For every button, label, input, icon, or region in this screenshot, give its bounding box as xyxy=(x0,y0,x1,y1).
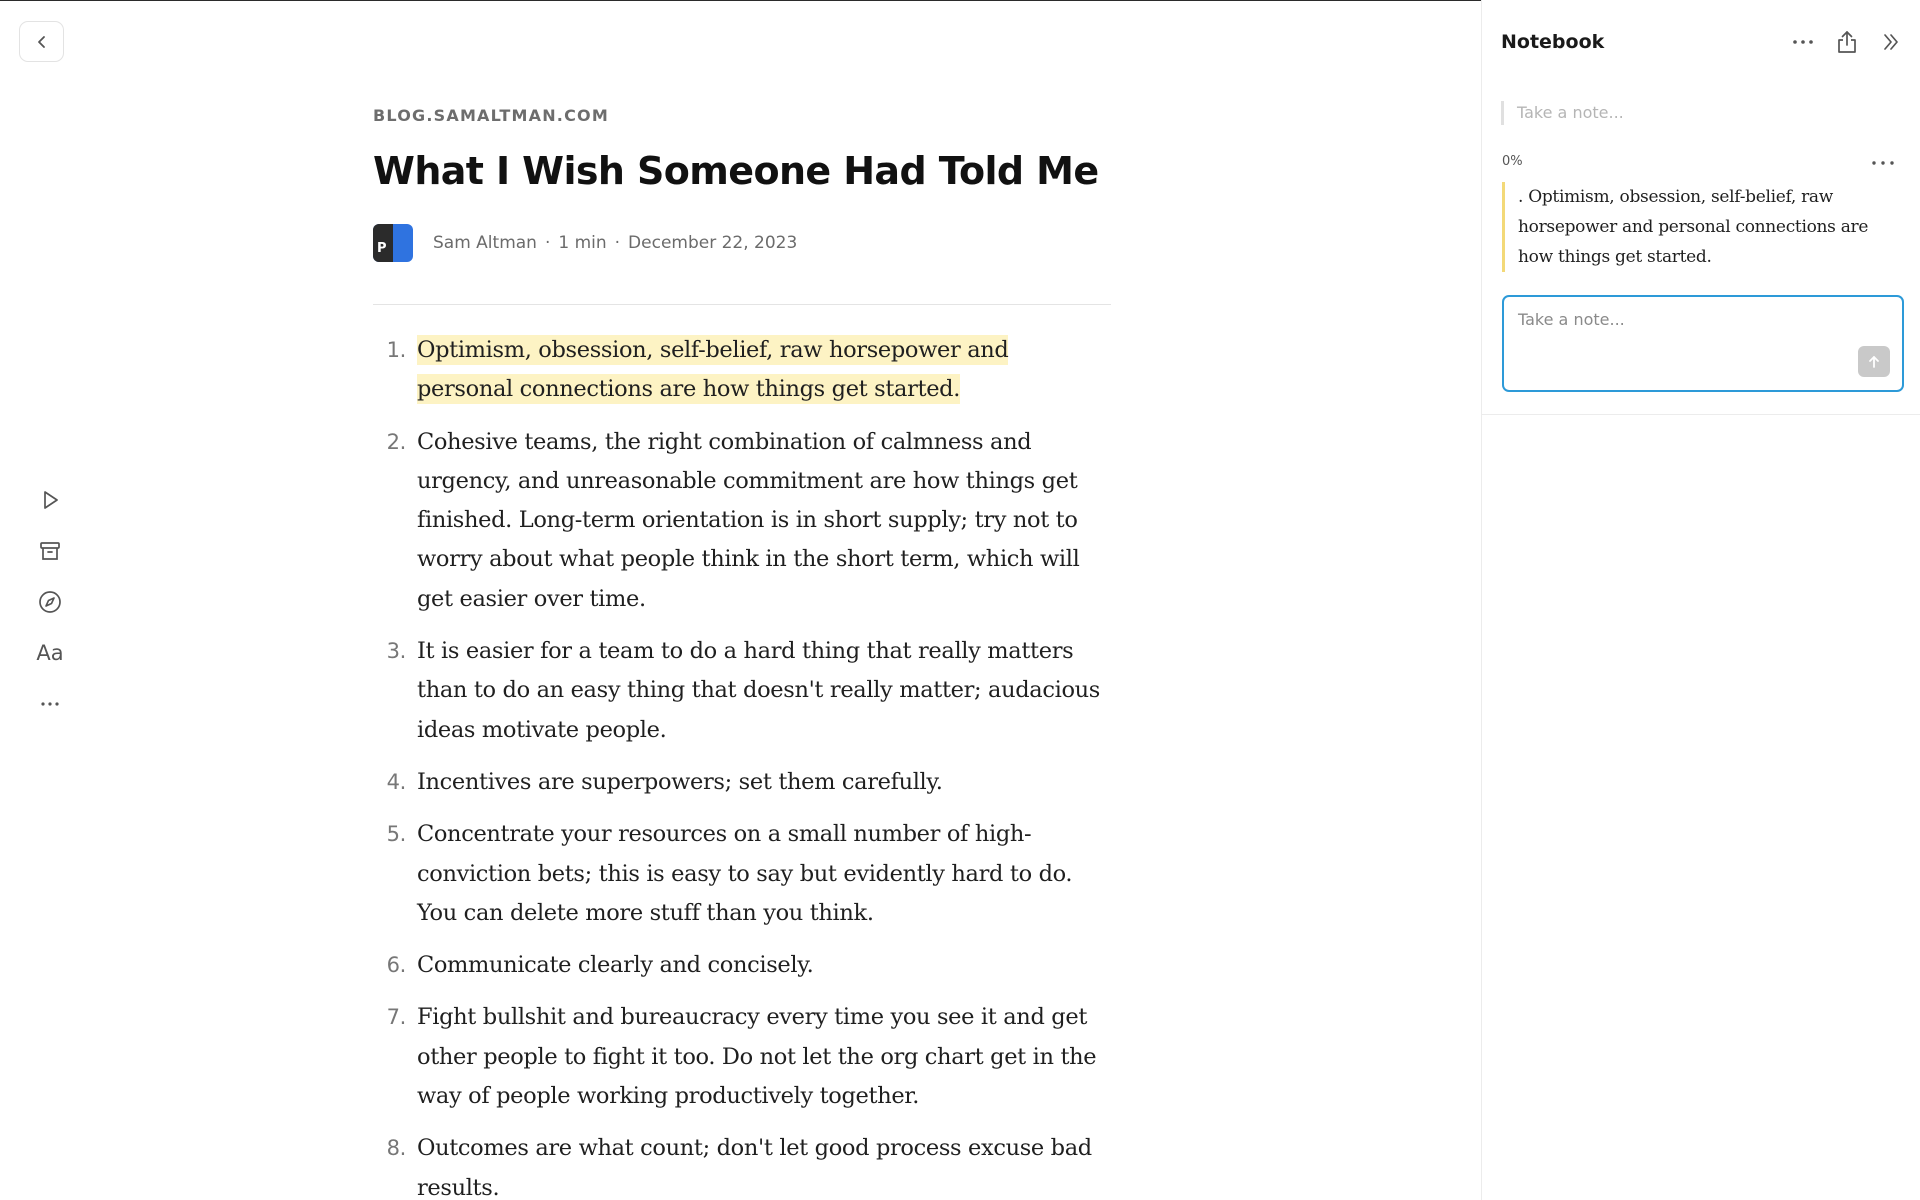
list-item xyxy=(373,763,1111,802)
list-number: 7. xyxy=(386,1005,406,1030)
explore-button[interactable] xyxy=(28,580,72,624)
header-divider xyxy=(373,304,1111,305)
list-item xyxy=(373,815,1111,933)
list-number: 5. xyxy=(386,822,406,847)
list-number: 4. xyxy=(386,769,406,794)
compass-icon xyxy=(37,589,63,615)
list-item xyxy=(373,946,1111,985)
article-title: What I Wish Someone Had Told Me xyxy=(373,149,1099,193)
notebook-divider xyxy=(1482,414,1920,415)
back-button[interactable] xyxy=(19,21,64,62)
note-quote[interactable]: . Optimism, obsession, self-belief, raw horsepower and personal connections are how things get started. xyxy=(1502,182,1904,272)
list-text[interactable]: Fight bullshit and bureaucracy every time you see it and get other people to fight it too. Do not let the org chart get in the way of people working productively together. xyxy=(417,1004,1097,1110)
article-date: December 22, 2023 xyxy=(628,233,798,253)
more-icon xyxy=(38,692,62,716)
list-text[interactable]: Outcomes are what count; don't let good process excuse bad results. xyxy=(417,1135,1092,1200)
meta-separator: · xyxy=(614,233,621,253)
list-item xyxy=(373,331,1111,410)
notebook-panel xyxy=(1481,0,1920,1200)
list-item xyxy=(373,1129,1111,1200)
list-number: 6. xyxy=(386,953,406,978)
list-text[interactable]: Cohesive teams, the right combination of calmness and urgency, and unreasonable commitment are how things get finished. Long-term orientation is in short supply; try not to worry about what people think in the short term, which will get easier over time. xyxy=(417,428,1080,612)
more-icon xyxy=(1790,29,1816,55)
more-button[interactable] xyxy=(28,682,72,726)
highlighted-text[interactable]: Optimism, obsession, self-belief, raw horsepower and personal connections are how things get started. xyxy=(417,337,1009,403)
more-icon xyxy=(1870,158,1896,168)
article-author: Sam Altman xyxy=(433,233,537,253)
article-meta xyxy=(373,224,1111,262)
list-number: 2. xyxy=(386,429,406,454)
archive-icon xyxy=(38,539,62,563)
article-read-time: 1 min xyxy=(558,233,607,253)
list-item xyxy=(373,423,1111,619)
archive-button[interactable] xyxy=(28,529,72,573)
note-send-button[interactable] xyxy=(1858,346,1890,377)
article xyxy=(373,106,1111,1200)
list-text[interactable]: Concentrate your resources on a small number of high-conviction bets; this is easy to say but evidently hard to do. You can delete more stuff than you think. xyxy=(417,821,1073,926)
article-source[interactable]: BLOG.SAMALTMAN.COM xyxy=(373,106,609,125)
play-button[interactable] xyxy=(28,478,72,522)
list-number: 8. xyxy=(386,1136,406,1161)
chevron-left-icon xyxy=(34,34,50,50)
notebook-header xyxy=(1501,30,1906,54)
notebook-title: Notebook xyxy=(1501,31,1605,53)
share-icon xyxy=(1835,29,1859,55)
list-item xyxy=(373,998,1111,1116)
double-chevron-right-icon xyxy=(1880,31,1902,53)
text-settings-button[interactable] xyxy=(28,631,72,675)
notebook-share-button[interactable] xyxy=(1832,27,1862,57)
play-icon xyxy=(38,488,62,512)
list-number: 1. xyxy=(386,338,406,362)
list-number: 3. xyxy=(386,639,406,664)
list-text[interactable]: Incentives are superpowers; set them carefully. xyxy=(417,768,943,795)
note-progress: 0% xyxy=(1502,154,1523,169)
list-text[interactable]: It is easier for a team to do a hard thing that really matters than to do an easy thing that doesn't really matter; audacious ideas motivate people. xyxy=(417,638,1101,743)
article-list xyxy=(373,331,1111,1200)
notebook-collapse-button[interactable] xyxy=(1876,27,1906,57)
note-more-button[interactable] xyxy=(1868,152,1898,174)
note-input[interactable] xyxy=(1502,295,1904,392)
notebook-quick-note[interactable]: Take a note... xyxy=(1501,101,1901,125)
arrow-up-icon xyxy=(1866,354,1882,370)
list-item xyxy=(373,632,1111,750)
notebook-more-button[interactable] xyxy=(1788,27,1818,57)
list-text[interactable] xyxy=(417,331,1111,410)
meta-separator: · xyxy=(544,233,551,253)
text-settings-label: Aa xyxy=(36,641,64,665)
avatar-letter: P xyxy=(377,241,387,256)
author-avatar xyxy=(373,224,413,262)
list-text[interactable]: Communicate clearly and concisely. xyxy=(417,952,814,979)
left-toolbar xyxy=(28,478,72,733)
